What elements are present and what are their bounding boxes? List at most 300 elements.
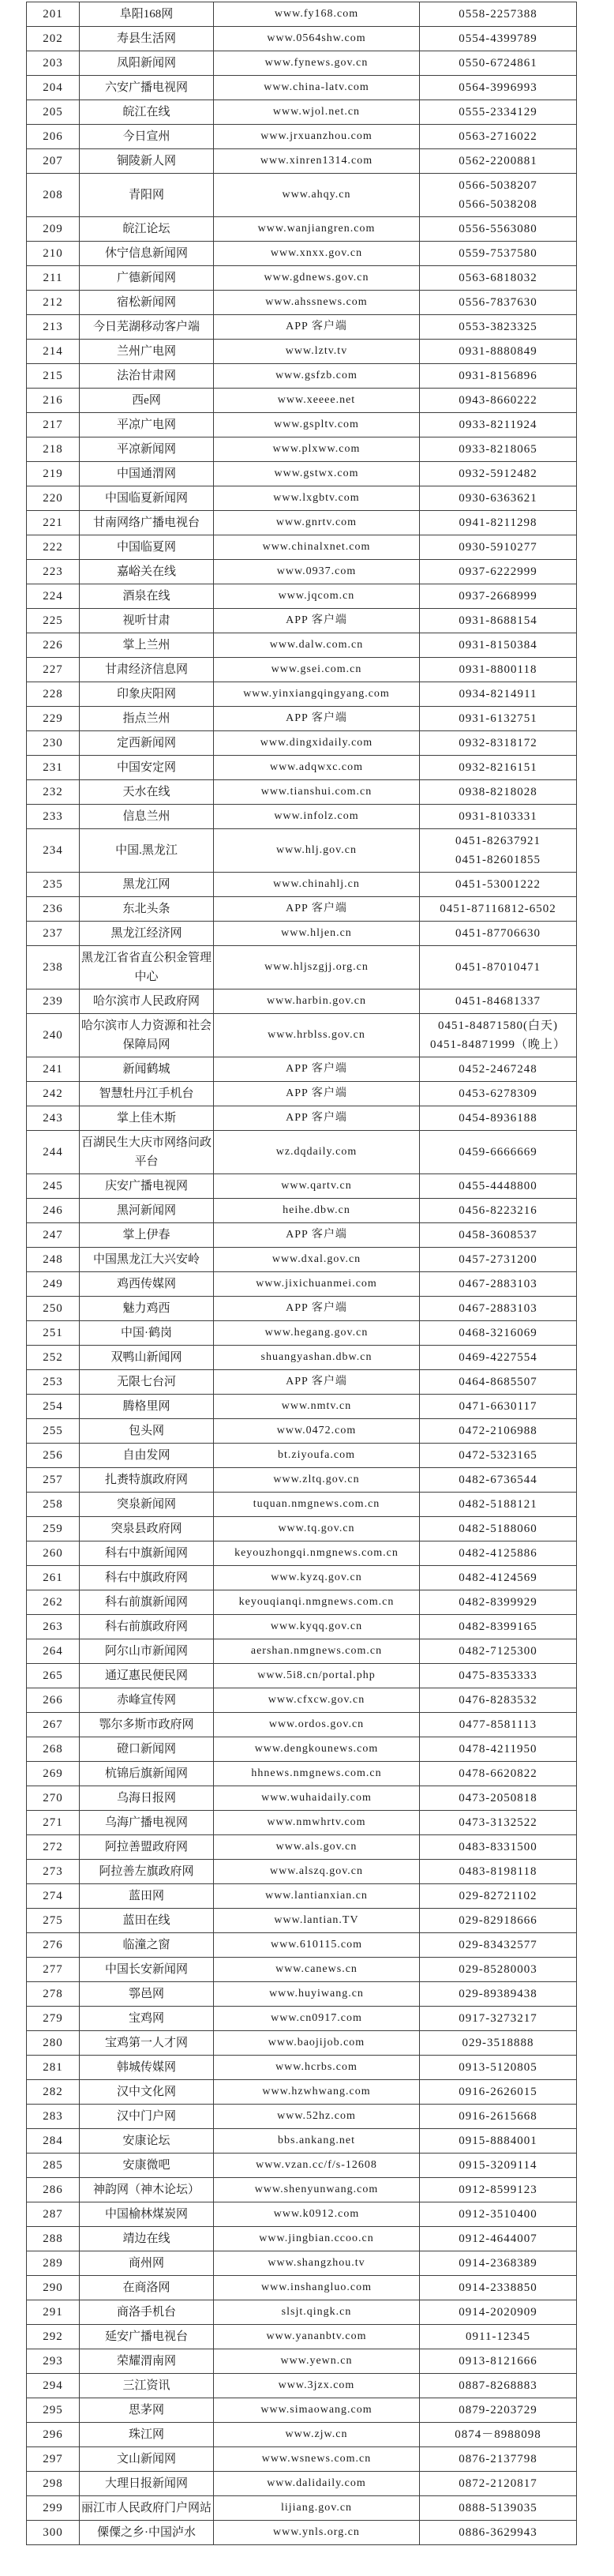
table-row [27, 1786, 577, 1811]
site-url-cell: www.gnrtv.com [214, 511, 420, 535]
table-row [27, 1346, 577, 1370]
table-row [27, 2472, 577, 2496]
row-number-cell: 284 [27, 2129, 80, 2154]
site-url-cell: www.alszq.gov.cn [214, 1860, 420, 1884]
site-name-cell: 平凉新闻网 [80, 437, 214, 462]
row-number-cell: 277 [27, 1958, 80, 1982]
site-phone-cell: 0931-8156896 [420, 364, 577, 389]
site-name-cell: 宝鸡第一人才网 [80, 2031, 214, 2056]
table-row [27, 1223, 577, 1248]
site-phone-cell: 0915-8884001 [420, 2129, 577, 2154]
row-number-cell: 276 [27, 1933, 80, 1958]
site-name-cell: 中国黑龙江大兴安岭 [80, 1248, 214, 1272]
site-phone-cell: 0938-8218028 [420, 780, 577, 805]
site-url-cell: www.infolz.com [214, 805, 420, 829]
site-url-cell: keyouzhongqi.nmgnews.com.cn [214, 1541, 420, 1566]
site-name-cell: 皖江论坛 [80, 217, 214, 242]
row-number-cell: 219 [27, 462, 80, 486]
site-phone-cell: 0457-2731200 [420, 1248, 577, 1272]
table-row [27, 340, 577, 364]
site-phone-cell: 0467-2883103 [420, 1297, 577, 1321]
row-number-cell: 295 [27, 2398, 80, 2423]
site-name-cell: 黑龙江经济网 [80, 922, 214, 946]
site-url-cell: www.chinahlj.cn [214, 873, 420, 897]
table-row [27, 633, 577, 658]
site-url-cell: lijiang.gov.cn [214, 2496, 420, 2521]
row-number-cell: 222 [27, 535, 80, 560]
row-number-cell: 231 [27, 756, 80, 780]
site-phone-cell: 0914-2338850 [420, 2276, 577, 2300]
site-phone-cell: 0932-8318172 [420, 731, 577, 756]
table-row [27, 2080, 577, 2105]
site-name-cell: 思茅网 [80, 2398, 214, 2423]
table-row [27, 897, 577, 922]
site-name-cell: 休宁信息新闻网 [80, 242, 214, 266]
site-name-cell: 杭锦后旗新闻网 [80, 1762, 214, 1786]
row-number-cell: 274 [27, 1884, 80, 1909]
site-name-cell: 双鸭山新闻网 [80, 1346, 214, 1370]
table-row [27, 1321, 577, 1346]
row-number-cell: 253 [27, 1370, 80, 1395]
site-phone-cell: 0563-2716022 [420, 125, 577, 149]
row-number-cell: 249 [27, 1272, 80, 1297]
site-phone-cell: 0483-8198118 [420, 1860, 577, 1884]
row-number-cell: 279 [27, 2007, 80, 2031]
row-number-cell: 268 [27, 1737, 80, 1762]
site-url-cell: APP 客户端 [214, 1082, 420, 1106]
site-url-cell: heihe.dbw.cn [214, 1199, 420, 1223]
site-name-cell: 酒泉在线 [80, 584, 214, 609]
site-name-cell: 凤阳新闻网 [80, 51, 214, 76]
table-row [27, 2276, 577, 2300]
site-name-cell: 鄠邑网 [80, 1982, 214, 2007]
site-url-cell: www.shangzhou.tv [214, 2251, 420, 2276]
site-name-cell: 今日宣州 [80, 125, 214, 149]
table-row [27, 756, 577, 780]
table-row [27, 266, 577, 291]
site-phone-cell: 0458-3608537 [420, 1223, 577, 1248]
table-row [27, 149, 577, 174]
site-name-cell: 文山新闻网 [80, 2447, 214, 2472]
site-url-cell: www.5i8.cn/portal.php [214, 1664, 420, 1688]
site-phone-cell: 0482-8399165 [420, 1615, 577, 1639]
site-url-cell: www.3jzx.com [214, 2374, 420, 2398]
site-url-cell: APP 客户端 [214, 1057, 420, 1082]
row-number-cell: 210 [27, 242, 80, 266]
table-row [27, 1639, 577, 1664]
table-row [27, 1664, 577, 1688]
site-url-cell: keyouqianqi.nmgnews.com.cn [214, 1590, 420, 1615]
site-url-cell: www.china-latv.com [214, 76, 420, 100]
row-number-cell: 246 [27, 1199, 80, 1223]
site-phone-cell: 0934-8214911 [420, 682, 577, 707]
table-row [27, 100, 577, 125]
site-url-cell: www.hzwhwang.com [214, 2080, 420, 2105]
site-phone-cell: 0930-6363621 [420, 486, 577, 511]
row-number-cell: 266 [27, 1688, 80, 1713]
site-url-cell: www.inshangluo.com [214, 2276, 420, 2300]
site-url-cell: www.gsfzb.com [214, 364, 420, 389]
table-row [27, 1762, 577, 1786]
row-number-cell: 209 [27, 217, 80, 242]
site-name-cell: 哈尔滨市人民政府网 [80, 989, 214, 1014]
row-number-cell: 233 [27, 805, 80, 829]
row-number-cell: 287 [27, 2202, 80, 2227]
table-row [27, 174, 577, 217]
row-number-cell: 221 [27, 511, 80, 535]
site-phone-cell: 0482-4124569 [420, 1566, 577, 1590]
site-url-cell: www.zjw.cn [214, 2423, 420, 2447]
row-number-cell: 264 [27, 1639, 80, 1664]
row-number-cell: 220 [27, 486, 80, 511]
site-phone-cell: 0931-8800118 [420, 658, 577, 682]
site-url-cell: www.jixichuanmei.com [214, 1272, 420, 1297]
table-row [27, 805, 577, 829]
site-url-cell: hhnews.nmgnews.com.cn [214, 1762, 420, 1786]
site-url-cell: www.canews.cn [214, 1958, 420, 1982]
site-url-cell: www.yinxiangqingyang.com [214, 682, 420, 707]
site-name-cell: 皖江在线 [80, 100, 214, 125]
site-url-cell: wz.dqdaily.com [214, 1131, 420, 1174]
row-number-cell: 257 [27, 1468, 80, 1493]
site-phone-cell: 0931-8150384 [420, 633, 577, 658]
site-name-cell: 中国长安新闻网 [80, 1958, 214, 1982]
row-number-cell: 252 [27, 1346, 80, 1370]
site-phone-cell: 0468-3216069 [420, 1321, 577, 1346]
row-number-cell: 206 [27, 125, 80, 149]
site-url-cell: APP 客户端 [214, 315, 420, 340]
site-name-cell: 阿拉善左旗政府网 [80, 1860, 214, 1884]
site-phone-cell: 029-89389438 [420, 1982, 577, 2007]
site-url-cell: www.wjol.net.cn [214, 100, 420, 125]
table-row [27, 2423, 577, 2447]
site-phone-cell: 0912-8599123 [420, 2178, 577, 2202]
site-phone-cell: 0932-8216151 [420, 756, 577, 780]
row-number-cell: 203 [27, 51, 80, 76]
table-row [27, 125, 577, 149]
site-name-cell: 汉中文化网 [80, 2080, 214, 2105]
site-phone-cell: 029-85280003 [420, 1958, 577, 1982]
table-row [27, 609, 577, 633]
site-phone-cell: 0483-8331500 [420, 1835, 577, 1860]
site-phone-cell: 029-83432577 [420, 1933, 577, 1958]
site-url-cell: www.xeeee.net [214, 389, 420, 413]
row-number-cell: 296 [27, 2423, 80, 2447]
site-phone-cell: 0931-8880849 [420, 340, 577, 364]
table-row [27, 1688, 577, 1713]
site-phone-cell: 0931-6132751 [420, 707, 577, 731]
site-phone-cell: 0937-2668999 [420, 584, 577, 609]
table-row [27, 437, 577, 462]
row-number-cell: 269 [27, 1762, 80, 1786]
site-url-cell: www.dalidaily.com [214, 2472, 420, 2496]
row-number-cell: 265 [27, 1664, 80, 1688]
site-name-cell: 韩城传媒网 [80, 2056, 214, 2080]
site-name-cell: 荣耀渭南网 [80, 2349, 214, 2374]
site-name-cell: 平凉广电网 [80, 413, 214, 437]
table-row [27, 217, 577, 242]
table-row [27, 946, 577, 989]
site-phone-cell: 0933-8211924 [420, 413, 577, 437]
site-phone-cell: 0469-4227554 [420, 1346, 577, 1370]
site-name-cell: 延安广播电视台 [80, 2325, 214, 2349]
site-url-cell: www.dengkounews.com [214, 1737, 420, 1762]
row-number-cell: 261 [27, 1566, 80, 1590]
site-phone-cell: 0477-8581113 [420, 1713, 577, 1737]
site-name-cell: 掌上伊春 [80, 1223, 214, 1248]
site-name-cell: 腾格里网 [80, 1395, 214, 1419]
row-number-cell: 247 [27, 1223, 80, 1248]
table-row [27, 2129, 577, 2154]
site-phone-cell: 0550-6724861 [420, 51, 577, 76]
site-url-cell: www.gsei.com.cn [214, 658, 420, 682]
row-number-cell: 208 [27, 174, 80, 217]
table-row [27, 2154, 577, 2178]
site-phone-cell: 0874－8988098 [420, 2423, 577, 2447]
row-number-cell: 228 [27, 682, 80, 707]
row-number-cell: 260 [27, 1541, 80, 1566]
site-url-cell: www.cfxcw.gov.cn [214, 1688, 420, 1713]
table-row [27, 2007, 577, 2031]
site-url-cell: www.gdnews.gov.cn [214, 266, 420, 291]
site-name-cell: 突泉县政府网 [80, 1517, 214, 1541]
site-phone-cell: 0931-8103331 [420, 805, 577, 829]
table-row [27, 364, 577, 389]
table-row [27, 1444, 577, 1468]
table-row [27, 1933, 577, 1958]
site-url-cell: APP 客户端 [214, 1370, 420, 1395]
site-url-cell: www.hljszgjj.org.cn [214, 946, 420, 989]
row-number-cell: 248 [27, 1248, 80, 1272]
site-phone-cell: 0558-2257388 [420, 2, 577, 27]
site-phone-cell: 029-3518888 [420, 2031, 577, 2056]
row-number-cell: 254 [27, 1395, 80, 1419]
row-number-cell: 280 [27, 2031, 80, 2056]
site-name-cell: 庆安广播电视网 [80, 1174, 214, 1199]
site-phone-cell: 0455-4448800 [420, 1174, 577, 1199]
site-phone-cell: 0451-87010471 [420, 946, 577, 989]
site-url-cell: www.plxww.com [214, 437, 420, 462]
site-name-cell: 科右前旗政府网 [80, 1615, 214, 1639]
site-url-cell: www.fynews.gov.cn [214, 51, 420, 76]
row-number-cell: 217 [27, 413, 80, 437]
site-url-cell: bbs.ankang.net [214, 2129, 420, 2154]
table-row [27, 1057, 577, 1082]
site-url-cell: www.ordos.gov.cn [214, 1713, 420, 1737]
site-name-cell: 印象庆阳网 [80, 682, 214, 707]
site-phone-cell: 0556-5563080 [420, 217, 577, 242]
table-row [27, 2251, 577, 2276]
site-phone-cell: 0917-3273217 [420, 2007, 577, 2031]
site-name-cell: 指点兰州 [80, 707, 214, 731]
site-url-cell: www.610115.com [214, 1933, 420, 1958]
site-phone-cell: 0911-12345 [420, 2325, 577, 2349]
site-url-cell: www.adqwxc.com [214, 756, 420, 780]
site-phone-cell: 0556-7837630 [420, 291, 577, 315]
site-name-cell: 大理日报新闻网 [80, 2472, 214, 2496]
site-name-cell: 视听甘肃 [80, 609, 214, 633]
site-phone-cell: 0555-2334129 [420, 100, 577, 125]
site-name-cell: 乌海日报网 [80, 1786, 214, 1811]
site-url-cell: www.0472.com [214, 1419, 420, 1444]
row-number-cell: 201 [27, 2, 80, 27]
site-phone-cell: 0451-82637921 0451-82601855 [420, 829, 577, 873]
row-number-cell: 281 [27, 2056, 80, 2080]
site-phone-cell: 0473-2050818 [420, 1786, 577, 1811]
site-phone-cell: 0913-5120805 [420, 2056, 577, 2080]
site-url-cell: www.qartv.cn [214, 1174, 420, 1199]
site-phone-cell: 0482-7125300 [420, 1639, 577, 1664]
site-phone-cell: 0451-53001222 [420, 873, 577, 897]
site-url-cell: www.jqcom.cn [214, 584, 420, 609]
row-number-cell: 216 [27, 389, 80, 413]
site-url-cell: www.xnxx.gov.cn [214, 242, 420, 266]
site-url-cell: APP 客户端 [214, 897, 420, 922]
site-name-cell: 神韵网（神木论坛） [80, 2178, 214, 2202]
site-name-cell: 自由发网 [80, 1444, 214, 1468]
row-number-cell: 212 [27, 291, 80, 315]
site-url-cell: www.shenyunwang.com [214, 2178, 420, 2202]
table-row [27, 2374, 577, 2398]
row-number-cell: 234 [27, 829, 80, 873]
site-phone-cell: 0451-84871580(白天) 0451-84871999（晚上） [420, 1014, 577, 1057]
site-phone-cell: 0482-5188060 [420, 1517, 577, 1541]
row-number-cell: 205 [27, 100, 80, 125]
site-url-cell: www.wanjiangren.com [214, 217, 420, 242]
site-url-cell: APP 客户端 [214, 609, 420, 633]
site-name-cell: 中国安定网 [80, 756, 214, 780]
site-phone-cell: 0564-3996993 [420, 76, 577, 100]
site-url-cell: APP 客户端 [214, 1223, 420, 1248]
site-url-cell: www.ahqy.cn [214, 174, 420, 217]
table-row [27, 2056, 577, 2080]
table-row [27, 2105, 577, 2129]
site-phone-cell: 0454-8936188 [420, 1106, 577, 1131]
site-url-cell: APP 客户端 [214, 1106, 420, 1131]
site-url-cell: APP 客户端 [214, 1297, 420, 1321]
site-name-cell: 寿县生活网 [80, 27, 214, 51]
table-row [27, 2349, 577, 2374]
site-phone-cell: 0912-3510400 [420, 2202, 577, 2227]
table-row [27, 1517, 577, 1541]
table-row [27, 1248, 577, 1272]
site-url-cell: www.wsnews.com.cn [214, 2447, 420, 2472]
row-number-cell: 293 [27, 2349, 80, 2374]
table-row [27, 560, 577, 584]
site-name-cell: 商洛手机台 [80, 2300, 214, 2325]
site-phone-cell: 0931-8688154 [420, 609, 577, 633]
table-row [27, 1566, 577, 1590]
table-row [27, 922, 577, 946]
site-phone-cell: 0451-84681337 [420, 989, 577, 1014]
site-phone-cell: 0482-5188121 [420, 1493, 577, 1517]
site-url-cell: www.k0912.com [214, 2202, 420, 2227]
site-name-cell: 中国.黑龙江 [80, 829, 214, 873]
site-name-cell: 黑龙江省省直公积金管理中心 [80, 946, 214, 989]
site-url-cell: www.dingxidaily.com [214, 731, 420, 756]
site-url-cell: www.yananbtv.com [214, 2325, 420, 2349]
table-row [27, 584, 577, 609]
table-row [27, 389, 577, 413]
site-url-cell: www.tianshui.com.cn [214, 780, 420, 805]
table-row [27, 780, 577, 805]
row-number-cell: 298 [27, 2472, 80, 2496]
site-name-cell: 百湖民生大庆市网络问政平台 [80, 1131, 214, 1174]
row-number-cell: 241 [27, 1057, 80, 1082]
site-url-cell: www.dalw.com.cn [214, 633, 420, 658]
table-row [27, 1737, 577, 1762]
site-phone-cell: 0476-8283532 [420, 1688, 577, 1713]
row-number-cell: 239 [27, 989, 80, 1014]
row-number-cell: 271 [27, 1811, 80, 1835]
row-number-cell: 288 [27, 2227, 80, 2251]
site-name-cell: 科右中旗新闻网 [80, 1541, 214, 1566]
site-name-cell: 黑河新闻网 [80, 1199, 214, 1223]
site-phone-cell: 0467-2883103 [420, 1272, 577, 1297]
site-name-cell: 丽江市人民政府门户网站 [80, 2496, 214, 2521]
site-name-cell: 突泉新闻网 [80, 1493, 214, 1517]
row-number-cell: 214 [27, 340, 80, 364]
site-url-cell: www.chinalxnet.com [214, 535, 420, 560]
row-number-cell: 255 [27, 1419, 80, 1444]
site-phone-cell: 0872-2120817 [420, 2472, 577, 2496]
site-phone-cell: 0464-8685507 [420, 1370, 577, 1395]
row-number-cell: 282 [27, 2080, 80, 2105]
site-name-cell: 安康论坛 [80, 2129, 214, 2154]
row-number-cell: 226 [27, 633, 80, 658]
site-name-cell: 中国临夏网 [80, 535, 214, 560]
table-row [27, 2178, 577, 2202]
site-name-cell: 阿拉善盟政府网 [80, 1835, 214, 1860]
row-number-cell: 294 [27, 2374, 80, 2398]
site-name-cell: 傈僳之乡·中国泸水 [80, 2521, 214, 2545]
row-number-cell: 299 [27, 2496, 80, 2521]
row-number-cell: 207 [27, 149, 80, 174]
site-name-cell: 乌海广播电视网 [80, 1811, 214, 1835]
site-name-cell: 东北头条 [80, 897, 214, 922]
site-phone-cell: 0451-87706630 [420, 922, 577, 946]
site-name-cell: 鄂尔多斯市政府网 [80, 1713, 214, 1737]
table-row [27, 1131, 577, 1174]
table-row [27, 1014, 577, 1057]
site-name-cell: 包头网 [80, 1419, 214, 1444]
site-phone-cell: 0453-6278309 [420, 1082, 577, 1106]
site-url-cell: www.lxgbtv.com [214, 486, 420, 511]
row-number-cell: 286 [27, 2178, 80, 2202]
site-phone-cell: 0459-6666669 [420, 1131, 577, 1174]
site-phone-cell: 0566-5038207 0566-5038208 [420, 174, 577, 217]
site-name-cell: 靖边在线 [80, 2227, 214, 2251]
site-phone-cell: 0941-8211298 [420, 511, 577, 535]
site-name-cell: 磴口新闻网 [80, 1737, 214, 1762]
row-number-cell: 223 [27, 560, 80, 584]
table-row [27, 2521, 577, 2545]
site-url-cell: www.huyiwang.cn [214, 1982, 420, 2007]
row-number-cell: 230 [27, 731, 80, 756]
table-row [27, 2447, 577, 2472]
row-number-cell: 215 [27, 364, 80, 389]
row-number-cell: 227 [27, 658, 80, 682]
site-url-cell: www.vzan.cc/f/s-12608 [214, 2154, 420, 2178]
table-row [27, 486, 577, 511]
site-url-cell: www.tq.gov.cn [214, 1517, 420, 1541]
site-url-cell: www.ynls.org.cn [214, 2521, 420, 2545]
site-name-cell: 今日芜湖移动客户端 [80, 315, 214, 340]
row-number-cell: 263 [27, 1615, 80, 1639]
row-number-cell: 245 [27, 1174, 80, 1199]
row-number-cell: 250 [27, 1297, 80, 1321]
table-row [27, 1982, 577, 2007]
